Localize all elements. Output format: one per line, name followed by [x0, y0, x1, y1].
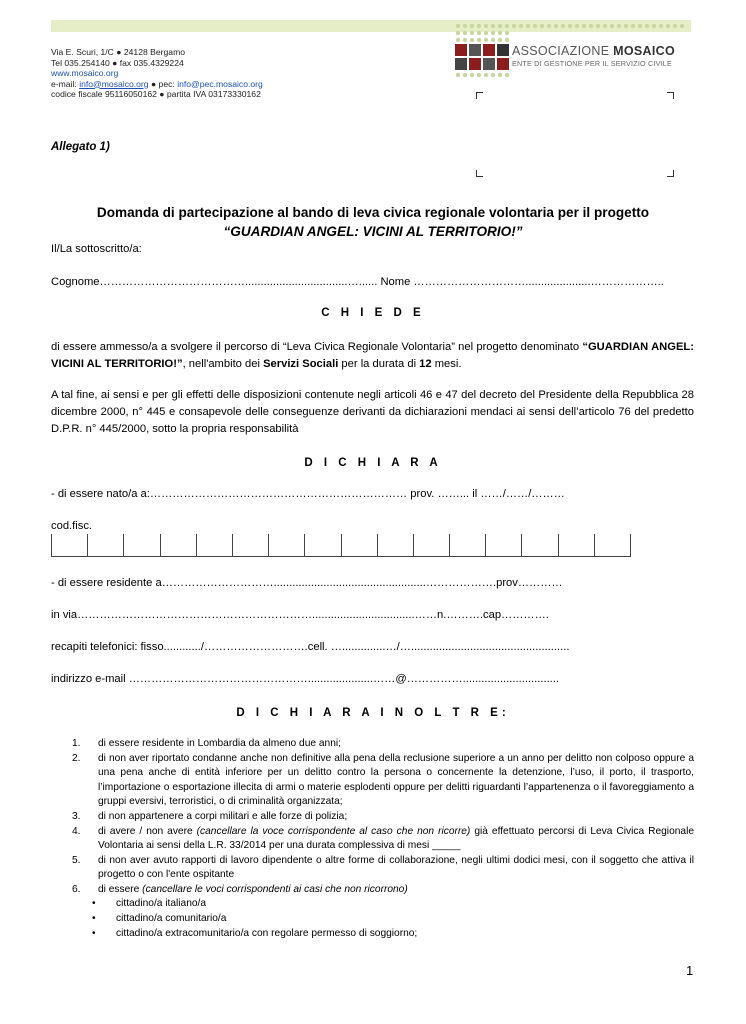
codfisc-cell[interactable] — [522, 534, 558, 556]
codfisc-cell[interactable] — [378, 534, 414, 556]
stamp-corner-bottom-right — [667, 170, 674, 177]
request-paragraph: di essere ammesso/a a svolgere il percorso di “Leva Civica Regionale Volontaria” nel progetto denominato “GUARDIAN ANGEL: VICINI AL TERRITORIO!”, nell'ambito dei Servizi Sociali per la durata di 12 mesi. — [51, 341, 694, 370]
codfisc-cell[interactable] — [88, 534, 124, 556]
phone: Tel 035.254140 ● fax 035.4329224 — [51, 57, 184, 68]
address: Via E. Scuri, 1/C ● 24128 Bergamo — [51, 47, 186, 57]
page-number: 1 — [686, 963, 694, 978]
mosaico-logo — [452, 22, 692, 94]
sottoscritto-label: Il/La sottoscritto/a: — [51, 243, 142, 255]
email-link[interactable]: info@mosaico.org — [79, 78, 149, 89]
allegato-label: Allegato 1) — [51, 141, 110, 153]
cognome-nome-field[interactable]: Cognome………………………………….................................…...... Nome ………………………….....................……………….. — [51, 276, 664, 288]
stamp-corner-bottom-left — [476, 170, 483, 177]
codfisc-cell[interactable] — [450, 534, 486, 556]
stamp-corner-top-left — [476, 92, 483, 99]
street-field[interactable]: in via……………………………………………………….................................……n.……….cap…………. — [51, 609, 549, 621]
list-item[interactable]: • cittadino/a comunitario/a — [92, 913, 227, 924]
codfisc-cell[interactable] — [52, 534, 88, 556]
project-title: “GUARDIAN ANGEL: VICINI AL TERRITORIO!” — [223, 224, 523, 239]
list-item: 2. di non aver riportato condanne anche non definitive alla pena della reclusione superiore a un anno per delitto non colposo oppure a una pena anche di entità inferiore per un delitto contro la persona o concernente la detenzione, l’uso, il porto, il trasporto, l’importazione o esportazione illecita di armi o materie esplodenti oppure per delitti riguardanti l’appartenenza o il favoreggiamento a gruppi eversivi, terroristici, o di criminalità organizzata; — [72, 752, 694, 808]
codfisc-grid[interactable] — [51, 534, 631, 557]
bullet-icon: • — [92, 928, 96, 939]
codfisc-cell[interactable] — [305, 534, 341, 556]
codfisc-label: cod.fisc. — [51, 520, 93, 532]
dichiara-heading: D I C H I A R A — [304, 457, 442, 469]
list-item[interactable]: • cittadino/a extracomunitario/a con regolare permesso di soggiorno; — [92, 928, 418, 939]
stamp-corner-top-right — [667, 92, 674, 99]
pec-link[interactable]: info@pec.mosaico.org — [177, 78, 263, 89]
email-line: e-mail: info@mosaico.org ● pec: info@pec.mosaico.org — [51, 78, 263, 89]
contact-block — [51, 47, 263, 100]
codfisc-cell[interactable] — [197, 534, 233, 556]
list-item: 3. di non appartenere a corpi militari e alle forze di polizia; — [72, 810, 348, 822]
codfisc-cell[interactable] — [414, 534, 450, 556]
list-item: 5. di non aver avuto rapporti di lavoro dipendente o altre forme di collaborazione, negli ultimi dodici mesi, con il soggetto che attiva il progetto o con l'ente ospitante — [72, 854, 694, 881]
codfisc-cell[interactable] — [161, 534, 197, 556]
list-item: 4. di avere / non avere (cancellare la voce corrispondente al caso che non ricorre) già effettuato percorsi di Leva Civica Regionale Volontaria ai sensi della L.R. 33/2014 per una durata complessiva di mesi _____ — [72, 825, 694, 852]
codfisc-cell[interactable] — [269, 534, 305, 556]
declarations-list — [72, 737, 694, 898]
chiede-heading: C H I E D E — [321, 307, 425, 319]
phone-field[interactable]: recapiti telefonici: fisso............/……………………….cell. …..............…/…................................................... — [51, 641, 570, 653]
residence-field[interactable]: - di essere residente a………………………….................................................……………….prov………… — [51, 577, 563, 589]
birth-field[interactable]: - di essere nato/a a:…………………………………………………………… prov. ……... il ……/……/……… — [51, 488, 565, 500]
codfisc-cell[interactable] — [124, 534, 160, 556]
codfisc-cell[interactable] — [595, 534, 630, 556]
list-item: 1. di essere residente in Lombardia da almeno due anni; — [72, 738, 341, 749]
legal-paragraph: A tal fine, ai sensi e per gli effetti delle disposizioni contenute negli articoli 46 e 47 del decreto del Presidente della Repubblica 28 dicembre 2000, n° 445 e consapevole delle conseguenze derivanti da dichiarazioni mendaci ai sensi dell’articolo 76 del predetto D.P.R. n° 445/2000, sotto la propria responsabilità — [51, 389, 694, 435]
codfisc-cell[interactable] — [233, 534, 269, 556]
email-field[interactable]: indirizzo e-mail ………………………………………….....................……@……………............................... — [51, 673, 560, 685]
logo-subtitle: ENTE DI GESTIONE PER IL SERVIZIO CIVILE — [512, 59, 672, 68]
codfisc-cell[interactable] — [486, 534, 522, 556]
citizenship-options — [92, 896, 652, 941]
website-link[interactable]: www.mosaico.org — [51, 68, 119, 78]
dichiara-inoltre-heading: D I C H I A R A I N O L T R E: — [236, 707, 510, 719]
fiscal-info: codice fiscale 95116050162 ● partita IVA 03173330162 — [51, 89, 261, 99]
list-item: 6. di essere (cancellare le voci corrispondenti ai casi che non ricorrono) — [72, 883, 408, 895]
codfisc-cell[interactable] — [342, 534, 378, 556]
logo-name: ASSOCIAZIONE MOSAICO — [512, 44, 675, 58]
document-title: Domanda di partecipazione al bando di leva civica regionale volontaria per il progetto — [96, 205, 650, 220]
list-item[interactable]: • cittadino/a italiano/a — [92, 898, 207, 909]
bullet-icon: • — [92, 898, 96, 909]
codfisc-cell[interactable] — [559, 534, 595, 556]
bullet-icon: • — [92, 913, 96, 924]
